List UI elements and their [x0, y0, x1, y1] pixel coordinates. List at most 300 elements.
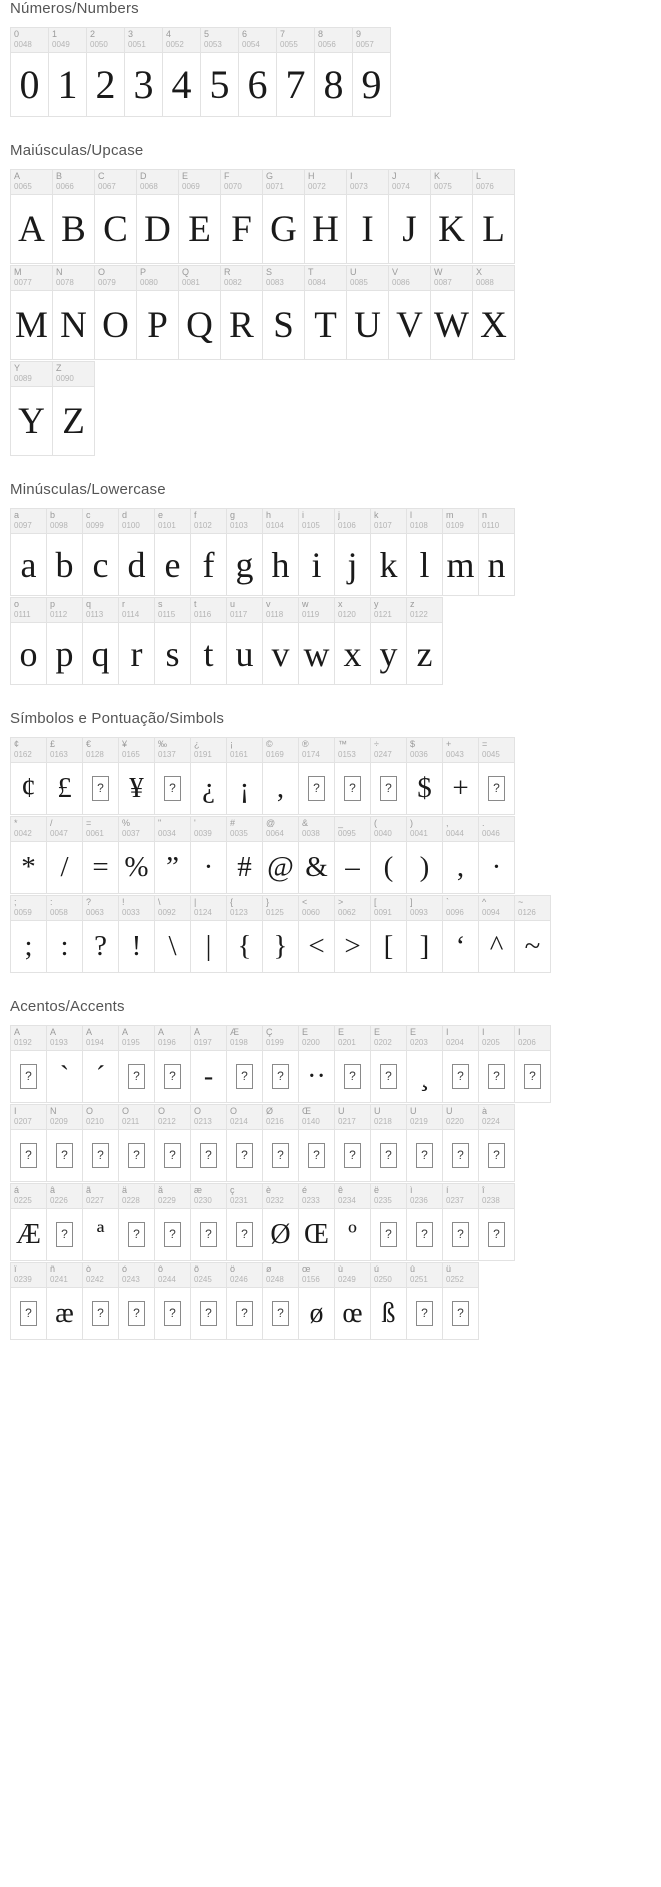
glyph-cell[interactable]	[86, 27, 125, 117]
glyph-cell-code: 0241	[50, 1276, 68, 1284]
glyph-cell-char-label: Z	[56, 364, 62, 373]
glyph-cell-code: 0126	[518, 909, 536, 917]
glyph-cell[interactable]	[10, 1104, 47, 1182]
glyph-preview: $	[417, 772, 432, 804]
glyph-preview: ··	[307, 1060, 326, 1092]
glyph-cell[interactable]	[430, 265, 473, 360]
glyph-cell-header	[119, 1026, 154, 1051]
glyph-cell-code: 0163	[50, 751, 68, 759]
glyph-cell[interactable]	[178, 265, 221, 360]
glyph-cell[interactable]	[82, 597, 119, 685]
missing-glyph-box	[335, 763, 370, 814]
glyph-cell[interactable]	[298, 1262, 335, 1340]
glyph-cell[interactable]	[154, 895, 191, 973]
glyph-cell-header	[443, 738, 478, 763]
glyph-cell[interactable]	[406, 1183, 443, 1261]
glyph-preview: x	[343, 633, 362, 674]
glyph-cell[interactable]	[514, 1025, 551, 1103]
glyph-cell[interactable]	[370, 1025, 407, 1103]
glyph-cell[interactable]	[370, 1183, 407, 1261]
glyph-cell-header	[299, 1105, 334, 1130]
glyph-cell-code: 0232	[266, 1197, 284, 1205]
glyph-cell[interactable]	[346, 169, 389, 264]
glyph-cell-code: 0169	[266, 751, 284, 759]
glyph-cell[interactable]	[154, 816, 191, 894]
glyph-cell-code: 0218	[374, 1118, 392, 1126]
glyph-cell[interactable]	[442, 737, 479, 815]
glyph-cell[interactable]	[94, 169, 137, 264]
glyph-cell[interactable]	[406, 1025, 443, 1103]
glyph-cell[interactable]	[442, 1104, 479, 1182]
glyph-preview: U	[354, 304, 381, 346]
missing-glyph-box	[155, 1130, 190, 1181]
missing-glyph-box	[119, 1209, 154, 1260]
glyph-cell[interactable]	[262, 1025, 299, 1103]
glyph-cell[interactable]	[190, 816, 227, 894]
missing-glyph-box	[299, 1130, 334, 1181]
glyph-cell-char-label: s	[158, 600, 163, 609]
glyph-cell[interactable]	[262, 737, 299, 815]
glyph-preview: 1	[57, 62, 78, 107]
glyph-cell[interactable]	[370, 597, 407, 685]
glyph-cell[interactable]	[304, 265, 347, 360]
glyph-cell-code: 0128	[86, 751, 104, 759]
glyph-cell[interactable]	[298, 1025, 335, 1103]
glyph-cell[interactable]	[118, 1262, 155, 1340]
glyph-cell-char-label: 5	[204, 30, 210, 39]
glyph-cell[interactable]	[46, 1104, 83, 1182]
glyph-cell[interactable]	[124, 27, 163, 117]
glyph-cell[interactable]	[226, 1025, 263, 1103]
glyph-cell-char-label: 7	[280, 30, 286, 39]
glyph-cell-header	[473, 266, 514, 291]
glyph-cell-header	[389, 170, 430, 195]
glyph-cell-header	[227, 738, 262, 763]
glyph-cell[interactable]	[472, 265, 515, 360]
glyph-preview: ¿	[202, 772, 215, 804]
glyph-preview: ¢	[21, 772, 36, 804]
glyph-cell-header	[47, 1105, 82, 1130]
glyph-cell-header	[299, 1026, 334, 1051]
glyph-cell[interactable]	[406, 1262, 443, 1340]
glyph-cell[interactable]	[406, 816, 443, 894]
glyph-cell[interactable]	[52, 265, 95, 360]
glyph-cell[interactable]	[334, 895, 371, 973]
glyph-cell[interactable]	[154, 737, 191, 815]
glyph-cell-header	[335, 598, 370, 623]
glyph-cell[interactable]	[388, 265, 431, 360]
glyph-cell[interactable]	[82, 1183, 119, 1261]
notdef-icon: ?	[488, 1143, 505, 1168]
glyph-row	[10, 737, 661, 814]
glyph-cell[interactable]	[200, 27, 239, 117]
glyph-cell[interactable]	[154, 597, 191, 685]
glyph-cell[interactable]	[370, 1262, 407, 1340]
glyph-cell[interactable]	[82, 508, 119, 596]
glyph-cell[interactable]	[478, 508, 515, 596]
glyph-cell[interactable]	[46, 1183, 83, 1261]
glyph-cell-code: 0114	[122, 611, 140, 619]
glyph-cell[interactable]	[298, 1104, 335, 1182]
notdef-icon: ?	[344, 1064, 361, 1089]
glyph-preview: <	[308, 930, 325, 962]
glyph-cell-code: 0037	[122, 830, 140, 838]
glyph-cell[interactable]	[478, 737, 515, 815]
glyph-cell[interactable]	[46, 895, 83, 973]
glyph-cell[interactable]	[190, 597, 227, 685]
glyph-cell[interactable]	[442, 895, 479, 973]
glyph-cell[interactable]	[190, 1262, 227, 1340]
glyph-cell[interactable]	[46, 1025, 83, 1103]
glyph-cell-code: 0101	[158, 522, 176, 530]
glyph-cell[interactable]	[262, 597, 299, 685]
glyph-cell[interactable]	[118, 597, 155, 685]
glyph-cell-char-label: |	[194, 898, 197, 907]
glyph-cell[interactable]	[442, 1025, 479, 1103]
glyph-cell[interactable]	[220, 169, 263, 264]
glyph-cell[interactable]	[10, 1025, 47, 1103]
glyph-preview: N	[60, 304, 87, 346]
glyph-cell-header	[443, 1263, 478, 1288]
glyph-section	[0, 710, 661, 972]
glyph-cell[interactable]	[478, 816, 515, 894]
glyph-cell[interactable]	[48, 27, 87, 117]
glyph-cell[interactable]	[154, 508, 191, 596]
glyph-cell[interactable]	[226, 597, 263, 685]
glyph-cell-code: 0045	[482, 751, 500, 759]
glyph-cell[interactable]	[46, 508, 83, 596]
glyph-cell[interactable]	[10, 508, 47, 596]
glyph-cell[interactable]	[10, 1262, 47, 1340]
glyph-cell-header	[11, 509, 46, 534]
glyph-cell[interactable]	[10, 737, 47, 815]
glyph-cell-char-label: õ	[194, 1265, 200, 1274]
glyph-cell[interactable]	[262, 508, 299, 596]
missing-glyph-box	[479, 763, 514, 814]
glyph-cell[interactable]	[298, 508, 335, 596]
glyph-preview: K	[438, 208, 465, 250]
glyph-cell[interactable]	[226, 737, 263, 815]
glyph-cell[interactable]	[10, 361, 53, 456]
glyph-cell-char-label: Ò	[86, 1107, 94, 1116]
glyph-cell[interactable]	[304, 169, 347, 264]
glyph-cell[interactable]	[118, 1104, 155, 1182]
glyph-cell[interactable]	[10, 27, 49, 117]
glyph-cell-char-label: Ç	[266, 1028, 273, 1037]
glyph-cell[interactable]	[334, 597, 371, 685]
glyph-cell-char-label: K	[434, 172, 441, 181]
glyph-cell[interactable]	[406, 737, 443, 815]
glyph-cell[interactable]	[226, 816, 263, 894]
glyph-cell[interactable]	[370, 508, 407, 596]
glyph-cell[interactable]	[178, 169, 221, 264]
glyph-cell[interactable]	[10, 597, 47, 685]
glyph-cell[interactable]	[46, 816, 83, 894]
glyph-cell[interactable]	[118, 508, 155, 596]
glyph-cell[interactable]	[190, 1025, 227, 1103]
glyph-cell-char-label: Â	[86, 1028, 93, 1037]
glyph-cell[interactable]	[46, 737, 83, 815]
glyph-preview: (	[383, 851, 394, 883]
glyph-cell-code: 0233	[302, 1197, 320, 1205]
glyph-cell[interactable]	[82, 1025, 119, 1103]
glyph-cell[interactable]	[118, 895, 155, 973]
glyph-cell[interactable]	[442, 1183, 479, 1261]
glyph-cell[interactable]	[370, 816, 407, 894]
glyph-preview: &	[305, 851, 328, 883]
glyph-cell[interactable]	[442, 1262, 479, 1340]
glyph-cell[interactable]	[442, 816, 479, 894]
glyph-cell[interactable]	[298, 1183, 335, 1261]
glyph-cell[interactable]	[262, 265, 305, 360]
glyph-cell[interactable]	[10, 265, 53, 360]
glyph-cell-code: 0230	[194, 1197, 212, 1205]
glyph-cell[interactable]	[370, 895, 407, 973]
glyph-row	[10, 895, 661, 972]
glyph-cell[interactable]	[226, 508, 263, 596]
glyph-cell-char-label: m	[446, 511, 454, 520]
glyph-cell-header	[83, 1184, 118, 1209]
glyph-cell[interactable]	[478, 1104, 515, 1182]
glyph-cell[interactable]	[82, 1104, 119, 1182]
glyph-row	[10, 27, 661, 116]
notdef-icon: ?	[272, 1143, 289, 1168]
glyph-cell-header	[83, 817, 118, 842]
glyph-cell[interactable]	[334, 1104, 371, 1182]
glyph-cell-char-label: ï	[14, 1265, 17, 1274]
glyph-cell-code: 0238	[482, 1197, 500, 1205]
glyph-cell-header	[227, 509, 262, 534]
glyph-cell[interactable]	[334, 737, 371, 815]
glyph-cell[interactable]	[190, 895, 227, 973]
notdef-icon: ?	[20, 1064, 37, 1089]
glyph-cell[interactable]	[262, 169, 305, 264]
glyph-cell[interactable]	[10, 169, 53, 264]
glyph-cell[interactable]	[406, 895, 443, 973]
notdef-icon: ?	[236, 1301, 253, 1326]
glyph-cell[interactable]	[262, 1104, 299, 1182]
glyph-cell[interactable]	[406, 597, 443, 685]
glyph-preview: p	[55, 633, 74, 674]
glyph-cell[interactable]	[220, 265, 263, 360]
glyph-cell[interactable]	[298, 737, 335, 815]
glyph-cell[interactable]	[190, 1104, 227, 1182]
glyph-cell-header	[371, 1105, 406, 1130]
glyph-cell-code: 0111	[14, 611, 31, 619]
glyph-cell-header	[191, 1026, 226, 1051]
glyph-cell-char-label: è	[266, 1186, 272, 1195]
glyph-cell[interactable]	[94, 265, 137, 360]
glyph-cell[interactable]	[136, 265, 179, 360]
glyph-cell-code: 0212	[158, 1118, 176, 1126]
glyph-cell[interactable]	[118, 816, 155, 894]
glyph-cell-char-label: e	[158, 511, 164, 520]
glyph-cell-char-label: ú	[374, 1265, 380, 1274]
glyph-cell[interactable]	[162, 27, 201, 117]
glyph-cell-code: 0042	[14, 830, 32, 838]
glyph-preview: /	[60, 851, 69, 883]
glyph-cell-char-label: À	[14, 1028, 21, 1037]
glyph-cell-char-label: ñ	[50, 1265, 56, 1274]
glyph-cell[interactable]	[82, 816, 119, 894]
glyph-cell[interactable]	[82, 1262, 119, 1340]
glyph-cell-code: 0122	[410, 611, 428, 619]
glyph-cell[interactable]	[190, 737, 227, 815]
glyph-cell-char-label: x	[338, 600, 343, 609]
glyph-cell-header	[155, 738, 190, 763]
notdef-icon: ?	[452, 1222, 469, 1247]
glyph-cell[interactable]	[190, 508, 227, 596]
glyph-cell-header	[179, 170, 220, 195]
glyph-cell[interactable]	[10, 1183, 47, 1261]
glyph-cell[interactable]	[276, 27, 315, 117]
glyph-cell[interactable]	[334, 816, 371, 894]
glyph-cell-char-label: á	[14, 1186, 20, 1195]
glyph-cell[interactable]	[406, 508, 443, 596]
glyph-cell-code: 0083	[266, 279, 284, 287]
glyph-cell[interactable]	[154, 1262, 191, 1340]
glyph-cell-char-label: X	[476, 268, 483, 277]
glyph-cell-code: 0123	[230, 909, 248, 917]
glyph-cell-code: 0086	[392, 279, 410, 287]
glyph-cell[interactable]	[118, 1183, 155, 1261]
glyph-cell[interactable]	[10, 895, 47, 973]
glyph-cell-code: 0245	[194, 1276, 212, 1284]
glyph-cell-header	[407, 896, 442, 921]
glyph-cell-char-label: h	[266, 511, 272, 520]
glyph-cell[interactable]	[430, 169, 473, 264]
glyph-cell-char-label: é	[302, 1186, 308, 1195]
glyph-cell[interactable]	[118, 1025, 155, 1103]
glyph-cell[interactable]	[226, 1104, 263, 1182]
glyph-cell[interactable]	[262, 1183, 299, 1261]
glyph-cell[interactable]	[334, 1025, 371, 1103]
glyph-cell[interactable]	[226, 895, 263, 973]
glyph-cell[interactable]	[370, 737, 407, 815]
glyph-cell-header	[263, 896, 298, 921]
glyph-preview: ß	[381, 1297, 396, 1329]
glyph-cell-char-label: Ä	[158, 1028, 165, 1037]
glyph-preview: *	[21, 851, 36, 883]
glyph-cell[interactable]	[262, 895, 299, 973]
glyph-section	[0, 0, 661, 116]
glyph-cell-code: 0070	[224, 183, 242, 191]
glyph-preview: k	[379, 544, 398, 585]
glyph-cell-header	[371, 817, 406, 842]
glyph-cell-code: 0064	[266, 830, 284, 838]
glyph-cell-header	[431, 266, 472, 291]
glyph-cell[interactable]	[136, 169, 179, 264]
glyph-cell[interactable]	[46, 1262, 83, 1340]
glyph-cell-code: 0110	[482, 522, 500, 530]
glyph-preview: º	[348, 1218, 357, 1250]
glyph-cell[interactable]	[226, 1183, 263, 1261]
glyph-cell[interactable]	[406, 1104, 443, 1182]
glyph-cell[interactable]	[334, 1183, 371, 1261]
glyph-cell[interactable]	[46, 597, 83, 685]
glyph-cell-header	[155, 598, 190, 623]
glyph-preview: ø	[309, 1297, 324, 1329]
notdef-icon: ?	[416, 1301, 433, 1326]
glyph-cell[interactable]	[154, 1025, 191, 1103]
glyph-cell-header	[191, 598, 226, 623]
glyph-cell-code: 0194	[86, 1039, 104, 1047]
glyph-preview: ,	[456, 851, 465, 883]
glyph-cell[interactable]	[352, 27, 391, 117]
missing-glyph-box	[407, 1130, 442, 1181]
section-title: Maiúsculas/Upcase	[10, 142, 144, 159]
glyph-cell[interactable]	[478, 895, 515, 973]
glyph-cell-code: 0113	[86, 611, 104, 619]
glyph-cell-char-label: d	[122, 511, 128, 520]
glyph-cell[interactable]	[82, 895, 119, 973]
glyph-cell-code: 0073	[350, 183, 368, 191]
glyph-preview: ª	[96, 1218, 105, 1250]
glyph-cell-code: 0092	[158, 909, 176, 917]
glyph-preview: :	[60, 930, 69, 962]
glyph-cell[interactable]	[52, 361, 95, 456]
glyph-cell[interactable]	[298, 597, 335, 685]
glyph-cell-char-label: l	[410, 511, 412, 520]
glyph-cell-header	[11, 362, 52, 387]
glyph-cell[interactable]	[238, 27, 277, 117]
glyph-cell[interactable]	[314, 27, 353, 117]
glyph-cell[interactable]	[334, 1262, 371, 1340]
glyph-cell-header	[155, 1184, 190, 1209]
glyph-cell[interactable]	[388, 169, 431, 264]
glyph-cell[interactable]	[442, 508, 479, 596]
glyph-preview: f	[202, 544, 215, 585]
glyph-cell-code: 0205	[482, 1039, 500, 1047]
glyph-cell[interactable]	[154, 1104, 191, 1182]
glyph-cell[interactable]	[370, 1104, 407, 1182]
glyph-cell[interactable]	[118, 737, 155, 815]
glyph-cell[interactable]	[52, 169, 95, 264]
glyph-cell[interactable]	[334, 508, 371, 596]
glyph-cell[interactable]	[262, 1262, 299, 1340]
glyph-preview: æ	[55, 1297, 74, 1329]
glyph-cell-code: 0063	[86, 909, 104, 917]
glyph-cell-header	[389, 266, 430, 291]
glyph-cell-code: 0079	[98, 279, 116, 287]
notdef-icon: ?	[380, 1143, 397, 1168]
glyph-cell[interactable]	[298, 816, 335, 894]
glyph-cell[interactable]	[478, 1183, 515, 1261]
missing-glyph-box	[191, 1288, 226, 1339]
glyph-cell-char-label: %	[122, 819, 131, 828]
glyph-cell[interactable]	[262, 816, 299, 894]
glyph-cell[interactable]	[226, 1262, 263, 1340]
glyph-cell[interactable]	[154, 1183, 191, 1261]
glyph-cell[interactable]	[346, 265, 389, 360]
glyph-cell-header	[315, 28, 352, 53]
glyph-cell-header	[407, 598, 442, 623]
glyph-cell-header	[53, 362, 94, 387]
glyph-cell[interactable]	[472, 169, 515, 264]
glyph-cell-header	[95, 170, 136, 195]
glyph-cell-header	[263, 170, 304, 195]
glyph-cell[interactable]	[298, 895, 335, 973]
missing-glyph-box	[515, 1051, 550, 1102]
glyph-cell[interactable]	[190, 1183, 227, 1261]
notdef-icon: ?	[56, 1143, 73, 1168]
glyph-cell[interactable]	[514, 895, 551, 973]
glyph-cell[interactable]	[478, 1025, 515, 1103]
glyph-cell[interactable]	[10, 816, 47, 894]
glyph-cell[interactable]	[82, 737, 119, 815]
glyph-preview: D	[144, 208, 171, 250]
glyph-cell-char-label: 2	[90, 30, 96, 39]
